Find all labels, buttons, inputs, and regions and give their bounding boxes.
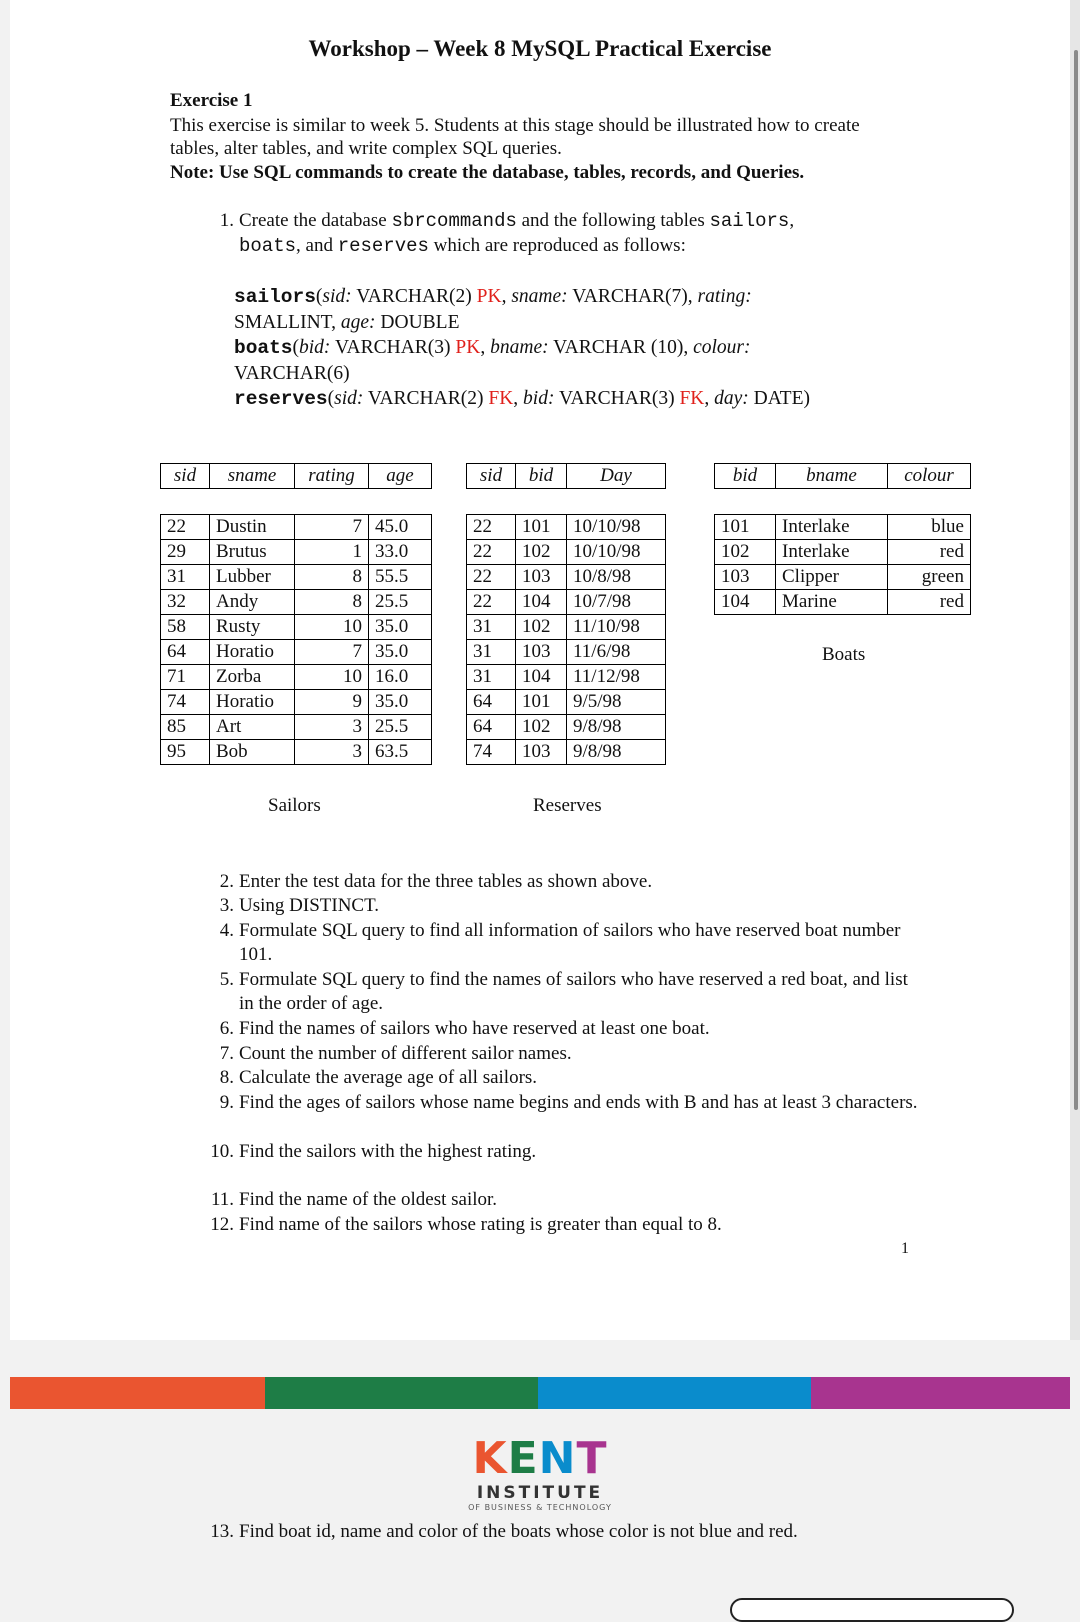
table-cell: 101 xyxy=(516,690,567,715)
table-cell: 102 xyxy=(516,715,567,740)
table-cell: Lubber xyxy=(210,565,295,590)
table-cell: 101 xyxy=(516,515,567,540)
table-cell: Horatio xyxy=(210,690,295,715)
table-cell: 10/7/98 xyxy=(567,590,666,615)
list-item: 2. Enter the test data for the three tables as shown above. xyxy=(219,871,653,892)
table-cell: 9 xyxy=(295,690,369,715)
boats-header-table xyxy=(714,463,971,489)
table-cell: 10/10/98 xyxy=(567,515,666,540)
scrollbar-thumb[interactable] xyxy=(1074,50,1078,1110)
schema-boats: boats(bid: VARCHAR(3) PK, bname: VARCHAR (10), colour: VARCHAR(6) xyxy=(234,337,751,384)
table-cell: 104 xyxy=(516,590,567,615)
logo-wordmark: KENT xyxy=(472,1433,608,1484)
table-cell: red xyxy=(888,540,971,565)
table-row xyxy=(467,565,666,590)
table-cell: 103 xyxy=(715,565,776,590)
table-cell: 29 xyxy=(161,540,210,565)
table-row xyxy=(161,665,432,690)
list-item: 11. Find the name of the oldest sailor. xyxy=(210,1189,498,1210)
table-row xyxy=(467,740,666,765)
column-header: bid xyxy=(516,464,567,489)
table-cell: Interlake xyxy=(776,515,888,540)
table-cell: Art xyxy=(210,715,295,740)
table-cell: 95 xyxy=(161,740,210,765)
column-header: sid xyxy=(467,464,516,489)
table-cell: 22 xyxy=(467,515,516,540)
table-row xyxy=(161,690,432,715)
table-cell: 35.0 xyxy=(369,640,432,665)
column-header: sid xyxy=(161,464,210,489)
table-cell: 31 xyxy=(161,565,210,590)
table-cell: 103 xyxy=(516,740,567,765)
table-row xyxy=(467,540,666,565)
table-cell: Clipper xyxy=(776,565,888,590)
table-cell: 9/8/98 xyxy=(567,740,666,765)
reserves-caption: Reserves xyxy=(533,795,602,816)
table-cell: 3 xyxy=(295,740,369,765)
table-row xyxy=(467,615,666,640)
table-cell: Zorba xyxy=(210,665,295,690)
table-cell: 63.5 xyxy=(369,740,432,765)
table-cell: 11/10/98 xyxy=(567,615,666,640)
logo-tagline: OF BUSINESS & TECHNOLOGY xyxy=(468,1503,612,1512)
note-line xyxy=(170,161,930,184)
table-cell: 64 xyxy=(467,690,516,715)
table-row xyxy=(715,515,971,540)
database-name: sbrcommands xyxy=(391,210,517,232)
table-cell: green xyxy=(888,565,971,590)
column-header: bname xyxy=(776,464,888,489)
item-number: 1. xyxy=(219,210,234,231)
logo-subtitle: INSTITUTE xyxy=(476,1483,604,1503)
page-title: Workshop – Week 8 MySQL Practical Exercise xyxy=(308,36,772,61)
reserves-header-table xyxy=(466,463,666,489)
band-blue xyxy=(538,1377,811,1409)
table-cell: 9/8/98 xyxy=(567,715,666,740)
list-item: 4. Formulate SQL query to find all information of sailors who have reserved boat number 101. xyxy=(219,920,901,965)
schema-sailors: sailors(sid: VARCHAR(2) PK, sname: VARCHAR(7), rating: SMALLINT, age: DOUBLE xyxy=(234,286,752,333)
table-row xyxy=(467,515,666,540)
table-cell: 10 xyxy=(295,665,369,690)
table-cell: 10/10/98 xyxy=(567,540,666,565)
sailors-header-table xyxy=(160,463,432,489)
table-cell: 25.5 xyxy=(369,715,432,740)
table-row xyxy=(467,590,666,615)
table-row xyxy=(161,590,432,615)
table-row xyxy=(715,540,971,565)
kent-institute-logo xyxy=(0,1433,1080,1512)
table-cell: 35.0 xyxy=(369,615,432,640)
table-cell: 102 xyxy=(715,540,776,565)
table-cell: 33.0 xyxy=(369,540,432,565)
table-cell: 103 xyxy=(516,640,567,665)
table-row xyxy=(161,615,432,640)
document-page xyxy=(10,0,1070,1340)
table-row xyxy=(467,665,666,690)
table-cell: red xyxy=(888,590,971,615)
intro-paragraph: This exercise is similar to week 5. Students at this stage should be illustrated how to create tables, alter tables, and write complex SQL queries. xyxy=(170,115,860,159)
table-cell: 22 xyxy=(467,540,516,565)
column-header: age xyxy=(369,464,432,489)
table-cell: 31 xyxy=(467,615,516,640)
table-row xyxy=(715,590,971,615)
sailors-table xyxy=(160,514,432,765)
table-cell: 22 xyxy=(467,565,516,590)
exercise-heading: Exercise 1 xyxy=(170,90,253,111)
table-cell: 55.5 xyxy=(369,565,432,590)
table-cell: 25.5 xyxy=(369,590,432,615)
list-item: 5. Formulate SQL query to find the names of sailors who have reserved a red boat, and list in the order of age. xyxy=(219,969,908,1014)
table-row xyxy=(467,690,666,715)
table-cell: 22 xyxy=(161,515,210,540)
table-name-reserves: reserves xyxy=(337,234,429,257)
table-cell: Andy xyxy=(210,590,295,615)
table-row xyxy=(715,565,971,590)
table-cell: 103 xyxy=(516,565,567,590)
table-cell: 11/12/98 xyxy=(567,665,666,690)
table-cell: 71 xyxy=(161,665,210,690)
table-cell: 74 xyxy=(467,740,516,765)
table-cell: 16.0 xyxy=(369,665,432,690)
table-cell: 35.0 xyxy=(369,690,432,715)
schema-reserves: reserves(sid: VARCHAR(2) FK, bid: VARCHAR(3) FK, day: DATE) xyxy=(234,388,810,410)
table-cell: 10/8/98 xyxy=(567,565,666,590)
table-cell: blue xyxy=(888,515,971,540)
table-cell: 102 xyxy=(516,540,567,565)
list-item: 3. Using DISTINCT. xyxy=(219,895,380,916)
column-header: Day xyxy=(567,464,666,489)
table-cell: Horatio xyxy=(210,640,295,665)
reserves-table xyxy=(466,514,666,765)
table-cell: Bob xyxy=(210,740,295,765)
list-item: 8. Calculate the average age of all sailors. xyxy=(219,1067,538,1088)
table-row xyxy=(161,565,432,590)
table-cell: 10 xyxy=(295,615,369,640)
note-text: : Use SQL commands to create the database, tables, records, and Queries. xyxy=(207,162,805,183)
table-row xyxy=(161,740,432,765)
table-cell: 64 xyxy=(161,640,210,665)
band-purple xyxy=(811,1377,1070,1409)
table-cell: 104 xyxy=(715,590,776,615)
list-item: 9. Find the ages of sailors whose name begins and ends with B and has at least 3 characters. xyxy=(219,1092,918,1113)
scrollbar[interactable] xyxy=(1070,0,1080,1340)
table-row xyxy=(161,640,432,665)
table-cell: 9/5/98 xyxy=(567,690,666,715)
column-header: colour xyxy=(888,464,971,489)
band-green xyxy=(265,1377,538,1409)
sailors-caption: Sailors xyxy=(268,795,321,816)
table-cell: Marine xyxy=(776,590,888,615)
table-cell: 8 xyxy=(295,565,369,590)
table-cell: 7 xyxy=(295,515,369,540)
table-row xyxy=(161,715,432,740)
table-cell: 1 xyxy=(295,540,369,565)
table-cell: 101 xyxy=(715,515,776,540)
table-cell: 31 xyxy=(467,665,516,690)
table-cell: 3 xyxy=(295,715,369,740)
table-cell: Dustin xyxy=(210,515,295,540)
table-cell: Brutus xyxy=(210,540,295,565)
table-row xyxy=(161,540,432,565)
boats-caption: Boats xyxy=(822,644,866,665)
table-name-sailors: sailors xyxy=(709,210,790,232)
table-cell: 104 xyxy=(516,665,567,690)
table-row xyxy=(161,515,432,540)
list-item: 6. Find the names of sailors who have reserved at least one boat. xyxy=(219,1018,710,1039)
table-cell: 102 xyxy=(516,615,567,640)
column-header: rating xyxy=(295,464,369,489)
table-cell: 45.0 xyxy=(369,515,432,540)
column-header: sname xyxy=(210,464,295,489)
table-name-boats: boats xyxy=(239,234,297,257)
table-row xyxy=(467,715,666,740)
table-cell: 8 xyxy=(295,590,369,615)
column-header: bid xyxy=(715,464,776,489)
page-number: 1 xyxy=(901,1240,909,1257)
table-cell: 85 xyxy=(161,715,210,740)
boats-table xyxy=(714,514,971,615)
table-cell: 31 xyxy=(467,640,516,665)
table-cell: 11/6/98 xyxy=(567,640,666,665)
band-orange xyxy=(10,1377,265,1409)
home-indicator[interactable] xyxy=(730,1598,1014,1622)
item-text: Create the database sbrcommands and the following tables sailors, boats, and reserves which are reproduced as follows: xyxy=(239,210,795,257)
table-cell: 7 xyxy=(295,640,369,665)
table-cell: Rusty xyxy=(210,615,295,640)
table-cell: 64 xyxy=(467,715,516,740)
table-cell: 74 xyxy=(161,690,210,715)
table-cell: 58 xyxy=(161,615,210,640)
schema-definitions xyxy=(234,284,874,412)
list-item: 7. Count the number of different sailor names. xyxy=(219,1043,572,1064)
note-label: Note xyxy=(170,162,208,183)
list-item: 10. Find the sailors with the highest rating. xyxy=(210,1141,537,1162)
list-item: 12. Find name of the sailors whose rating is greater than equal to 8. xyxy=(210,1214,722,1235)
table-cell: 22 xyxy=(467,590,516,615)
list-item: 13. Find boat id, name and color of the boats whose color is not blue and red. xyxy=(210,1521,798,1542)
table-cell: 32 xyxy=(161,590,210,615)
table-row xyxy=(467,640,666,665)
list-item-1 xyxy=(200,209,880,258)
table-cell: Interlake xyxy=(776,540,888,565)
